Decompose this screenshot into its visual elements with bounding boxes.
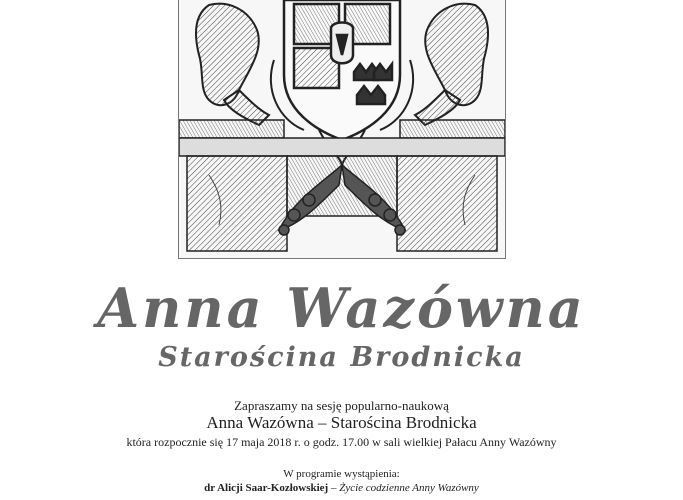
right-lion-supporter: [415, 4, 488, 125]
speaker-separator: –: [328, 482, 340, 494]
program-heading: W programie wystąpienia:: [283, 468, 400, 480]
speaker-name: dr Alicji Saar-Kozłowskiej: [204, 482, 329, 494]
speaker-line: [0, 481, 683, 495]
shield: [284, 0, 400, 140]
invitation-text: Zapraszamy na sesję popularno-naukową: [234, 398, 449, 413]
session-title: Anna Wazówna – Starościna Brodnicka: [206, 413, 477, 432]
left-lion-supporter: [196, 4, 269, 125]
event-details: która rozpocznie się 17 maja 2018 r. o godz. 17.00 w sali wielkiej Pałacu Anny Wazówny: [126, 435, 557, 449]
coat-of-arms-engraving: [178, 0, 506, 259]
talk-title: Życie codzienne Anny Wazówny: [339, 482, 479, 494]
page-subtitle: Starościna Brodnicka: [158, 342, 525, 373]
page-title: Anna Wazówna: [97, 276, 586, 340]
pedestal: [179, 120, 505, 251]
